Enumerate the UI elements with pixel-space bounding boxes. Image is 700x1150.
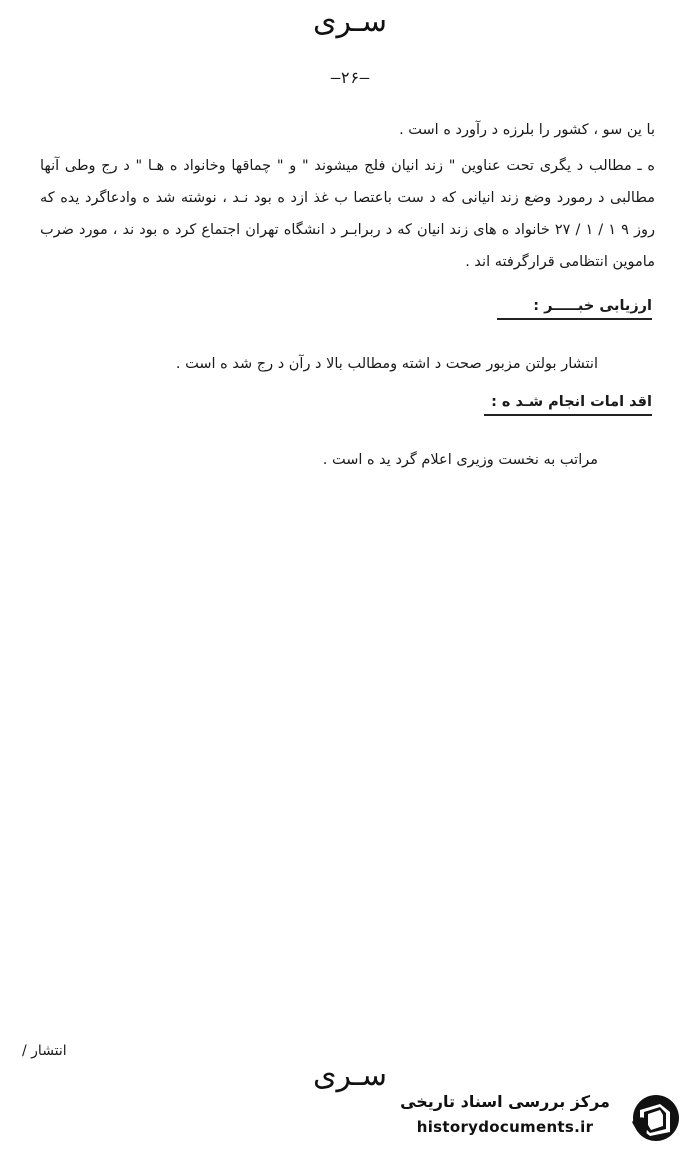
watermark-title: مرکز بررسی اسناد تاریخی (400, 1092, 610, 1111)
heading-evaluation: ارزیابی خبـــــر : (497, 298, 652, 320)
evaluation-text: انتشار بولتن مزبور صحت د اشته ومطالب بالا د رآن د رج شد ه است . (175, 356, 598, 372)
classification-bottom: سـری (313, 1058, 387, 1093)
footer-note: انتشار / (22, 1043, 67, 1059)
actions-text: مراتب به نخست وزیری اعلام گرد ید ه است . (322, 452, 598, 468)
heading-actions: اقد امات انجام شـد ه : (484, 394, 652, 416)
document-logo-icon (626, 1092, 682, 1144)
watermark-site: historydocuments.ir (416, 1118, 594, 1136)
classification-top: سـری (313, 4, 387, 39)
page-number: —۲۶— (330, 68, 370, 87)
watermark (400, 1090, 690, 1145)
paragraph-2: ه ـ مطالب د یگری تحت عناوین " زند انیان فلج میشوند " و " چماقها وخانواد ه هـا " د رج وطی آنها مطالبی د رمورد وضع زند انیانی که د ست باعتصا ب غذ ازد ه بود نـد ، نوشته شد ه وادعاگرد یده که روز ۹ ۱ / ۱ / ۲۷ خانواد ه های زند انیان که د ربرابـر د انشگاه تهران اجتماع کرد ه بود ند ، مورد ضرب ماموین انتظامی قرارگرفته اند . (40, 158, 655, 270)
paragraph-1: با ین سو ، کشور را بلرزه د رآورد ه است . (399, 122, 655, 138)
